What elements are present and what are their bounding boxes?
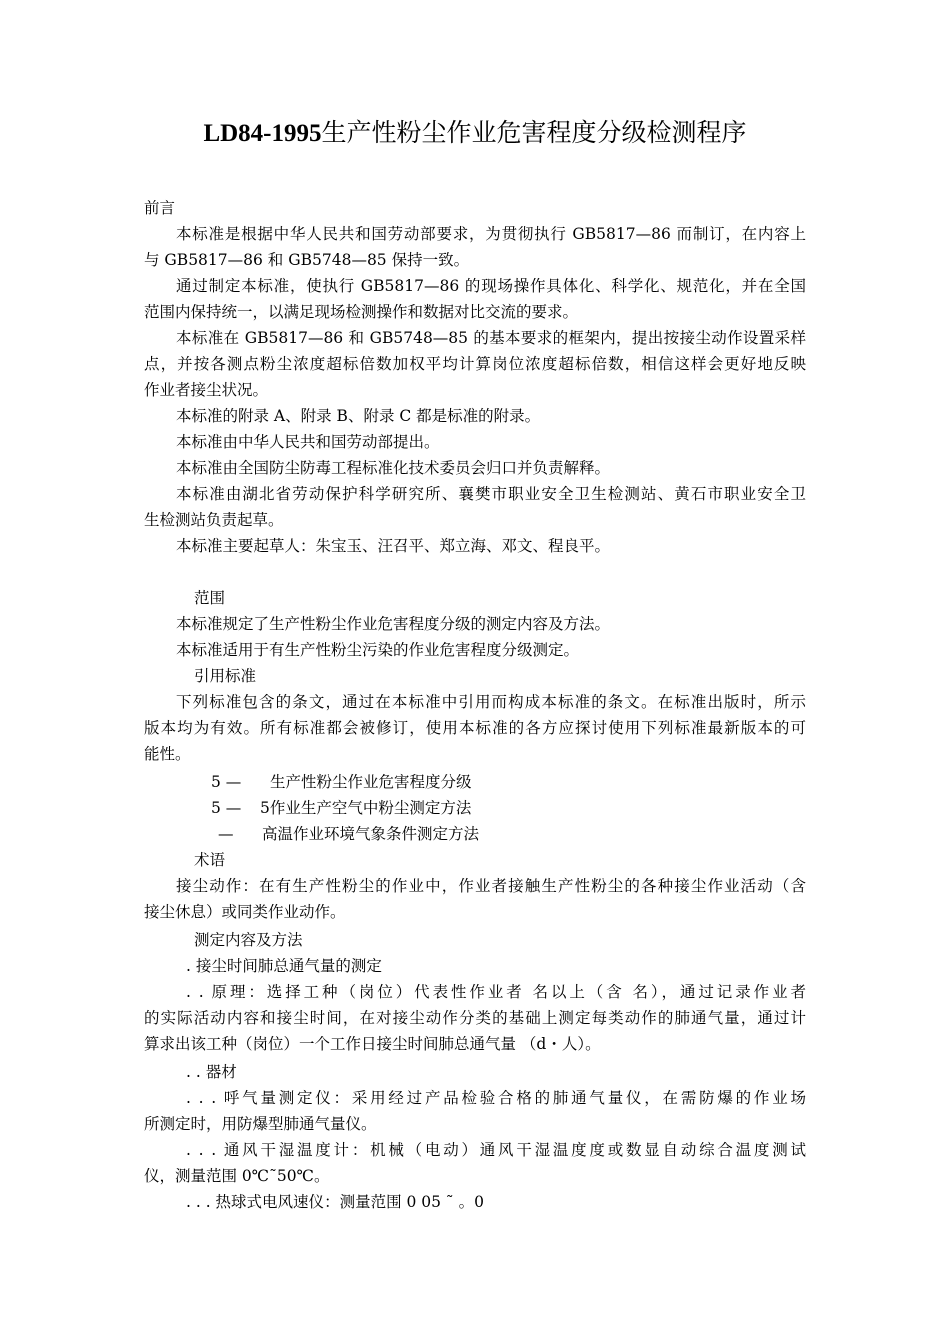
title-code: LD84-1995 (203, 120, 322, 147)
preface-p5: 本标准由中华人民共和国劳动部提出。 (176, 433, 440, 451)
terms-line2: 接尘休息）或同类作业动作。 (144, 903, 346, 921)
ref-item-3-name: 高温作业环境气象条件测定方法 (262, 825, 480, 843)
methods-1-2: . . 器材 (186, 1063, 237, 1081)
methods-1-2-1-line1: . . . 呼气量测定仪：采用经过产品检验合格的肺通气量仪，在需防爆的作业场 (186, 1089, 806, 1107)
refs-para-line2: 版本均为有效。所有标准都会被修订，使用本标准的各方应探讨使用下列标准最新版本的可 (144, 719, 806, 737)
preface-p2-line2: 范围内保持统一，以满足现场检测操作和数据对比交流的要求。 (144, 303, 579, 321)
preface-p7-line2: 生检测站负责起草。 (144, 511, 284, 529)
methods-1-2-2-line1: . . . 通风干湿温度计：机械（电动）通风干湿温度度或数显自动综合温度测试 (186, 1141, 806, 1159)
methods-heading: 测定内容及方法 (194, 931, 303, 949)
refs-para-line3: 能性。 (144, 745, 191, 763)
preface-p6: 本标准由全国防尘防毒工程标准化技术委员会归口并负责解释。 (176, 459, 611, 477)
preface-p4: 本标准的附录 A、附录 B、附录 C 都是标准的附录。 (176, 407, 541, 425)
methods-1-1-line1: . . 原理：选择工种（岗位）代表性作业者 名以上（含 名），通过记录作业者 (186, 983, 806, 1001)
preface-p1-line1: 本标准是根据中华人民共和国劳动部要求，为贯彻执行 GB5817—86 而制订，在内容上 (176, 225, 806, 243)
preface-p3-line3: 作业者接尘状况。 (144, 381, 269, 399)
preface-p1-line2: 与 GB5817—86 和 GB5748—85 保持一致。 (144, 251, 470, 269)
preface-p3-line1: 本标准在 GB5817—86 和 GB5748—85 的基本要求的框架内，提出按接尘动作设置采样 (176, 329, 806, 347)
ref-item-2-name: 5作业生产空气中粉尘测定方法 (260, 799, 472, 817)
methods-1-2-3: . . . 热球式电风速仪：测量范围 0 05 ˜ 。0 (186, 1193, 484, 1211)
document-title (0, 116, 950, 151)
refs-heading: 引用标准 (194, 667, 257, 685)
methods-1-2-1-line2: 所测定时，用防爆型肺通气量仪。 (144, 1115, 377, 1133)
methods-1-1-line3: 算求出该工种（岗位）一个工作日接尘时间肺总通气量 （d・人）。 (144, 1035, 601, 1053)
scope-line1: 本标准规定了生产性粉尘作业危害程度分级的测定内容及方法。 (176, 615, 611, 633)
preface-p8: 本标准主要起草人：朱宝玉、汪召平、郑立海、邓文、程良平。 (176, 537, 611, 555)
ref-item-2-code: 5 — (211, 799, 242, 817)
preface-p3-line2: 点，并按各测点粉尘浓度超标倍数加权平均计算岗位浓度超标倍数，相信这样会更好地反映 (144, 355, 806, 373)
ref-item-1-code: 5 — (211, 773, 242, 791)
preface-p2-line1: 通过制定本标准，使执行 GB5817—86 的现场操作具体化、科学化、规范化，并在全国 (176, 277, 806, 295)
preface-heading: 前言 (144, 199, 176, 217)
methods-1-2-2-line2: 仪，测量范围 0℃˜50℃。 (144, 1167, 330, 1185)
scope-line2: 本标准适用于有生产性粉尘污染的作业危害程度分级测定。 (176, 641, 580, 659)
preface-p7-line1: 本标准由湖北省劳动保护科学研究所、襄樊市职业安全卫生检测站、黄石市职业安全卫 (176, 485, 806, 503)
ref-item-3-code: — (218, 825, 234, 843)
terms-heading: 术语 (194, 851, 226, 869)
terms-line1: 接尘动作：在有生产性粉尘的作业中，作业者接触生产性粉尘的各种接尘作业活动（含 (176, 877, 806, 895)
refs-para-line1: 下列标准包含的条文，通过在本标准中引用而构成本标准的条文。在标准出版时，所示 (176, 693, 806, 711)
title-text: 生产性粉尘作业危害程度分级检测程序 (321, 118, 747, 147)
methods-1-1-line2: 的实际活动内容和接尘时间，在对接尘动作分类的基础上测定每类动作的肺通气量，通过计 (144, 1009, 806, 1027)
ref-item-1-name: 生产性粉尘作业危害程度分级 (270, 773, 472, 791)
scope-heading: 范围 (194, 589, 226, 607)
methods-section-1: . 接尘时间肺总通气量的测定 (186, 957, 382, 975)
